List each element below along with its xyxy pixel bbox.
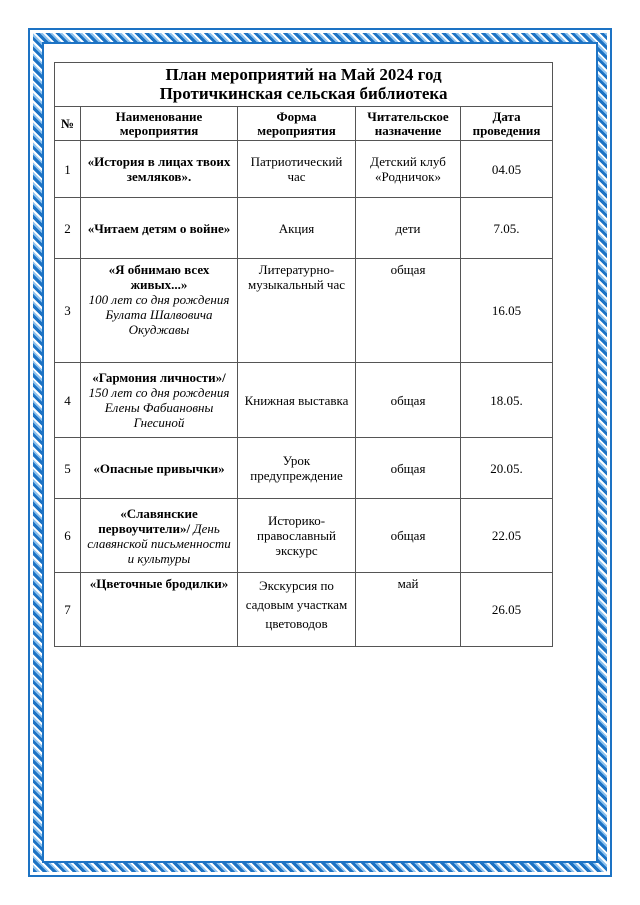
row-num: 1 xyxy=(55,141,81,198)
event-date: 16.05 xyxy=(461,259,553,363)
header-num: № xyxy=(55,107,81,141)
event-audience: общая xyxy=(356,363,461,438)
table-row xyxy=(55,259,553,363)
event-date: 18.05. xyxy=(461,363,553,438)
event-form: Патриотический час xyxy=(238,141,356,198)
event-form: Литературно-музыкальный час xyxy=(238,259,356,363)
plan-title: План мероприятий на Май 2024 год xyxy=(165,65,442,84)
header-audience: Читательское назначение xyxy=(356,107,461,141)
event-date: 20.05. xyxy=(461,438,553,499)
header-date: Дата проведения xyxy=(461,107,553,141)
header-name: Наименование мероприятия xyxy=(81,107,238,141)
event-name xyxy=(81,363,238,438)
event-name xyxy=(81,573,238,647)
event-form: Акция xyxy=(238,198,356,259)
event-form: Историко-православный экскурс xyxy=(238,499,356,573)
event-name xyxy=(81,198,238,259)
table-row xyxy=(55,141,553,198)
header-row xyxy=(55,107,553,141)
row-num: 6 xyxy=(55,499,81,573)
event-date: 22.05 xyxy=(461,499,553,573)
events-table xyxy=(54,62,553,647)
row-num: 2 xyxy=(55,198,81,259)
table-row xyxy=(55,198,553,259)
table-title xyxy=(55,63,553,107)
event-name xyxy=(81,259,238,363)
event-date: 7.05. xyxy=(461,198,553,259)
table-row xyxy=(55,499,553,573)
header-form: Форма мероприятия xyxy=(238,107,356,141)
library-name: Протичкинская сельская библиотека xyxy=(159,84,448,103)
event-audience: Детский клуб «Родничок» xyxy=(356,141,461,198)
event-audience: дети xyxy=(356,198,461,259)
event-audience: май xyxy=(356,573,461,647)
event-note: 150 лет со дня рождения Елены Фабиановны Гнесиной xyxy=(88,385,230,430)
event-audience: общая xyxy=(356,499,461,573)
event-form: Урок предупреждение xyxy=(238,438,356,499)
event-date: 26.05 xyxy=(461,573,553,647)
row-num: 4 xyxy=(55,363,81,438)
row-num: 5 xyxy=(55,438,81,499)
event-title: «Гармония личности»/ xyxy=(92,370,226,385)
event-audience: общая xyxy=(356,259,461,363)
event-audience: общая xyxy=(356,438,461,499)
event-note: 100 лет со дня рождения Булата Шалвовича Окуджавы xyxy=(88,292,230,337)
event-name xyxy=(81,499,238,573)
table-row xyxy=(55,438,553,499)
event-name xyxy=(81,141,238,198)
row-num: 7 xyxy=(55,573,81,647)
table-row xyxy=(55,363,553,438)
event-form: Экскурсия по садовым участкам цветоводов xyxy=(238,573,356,647)
event-name xyxy=(81,438,238,499)
event-title: «Славянские первоучители»/ xyxy=(98,505,198,536)
event-note: День славянской письменности и культуры xyxy=(87,520,231,566)
event-title: «Цветочные бродилки» xyxy=(89,576,229,591)
event-form: Книжная выставка xyxy=(238,363,356,438)
row-num: 3 xyxy=(55,259,81,363)
event-title: «История в лицах твоих земляков». xyxy=(87,154,231,184)
table-row xyxy=(55,573,553,647)
event-title: «Опасные привычки» xyxy=(93,460,225,476)
event-date: 04.05 xyxy=(461,141,553,198)
event-title: «Я обнимаю всех живых...» xyxy=(108,262,210,292)
event-title: «Читаем детям о войне» xyxy=(87,220,231,236)
